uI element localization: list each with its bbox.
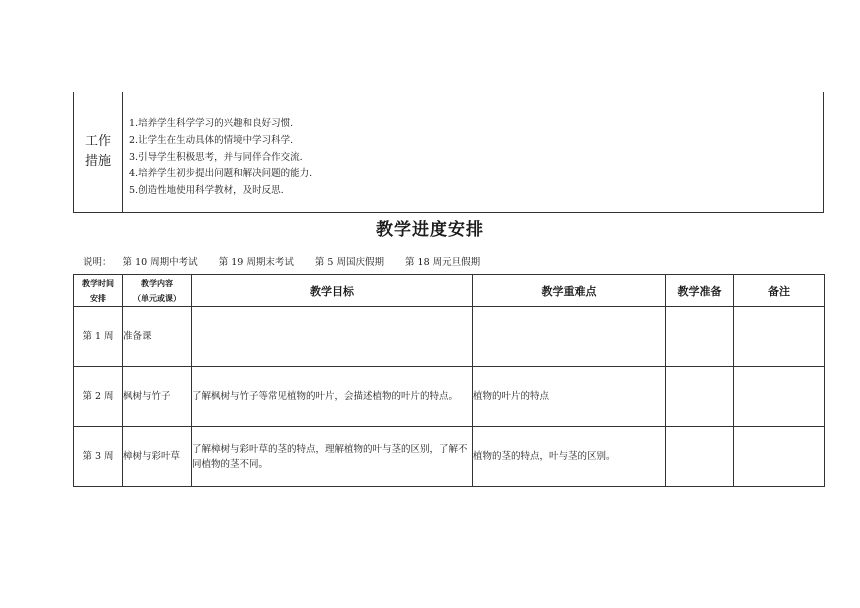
header-time-line1: 教学时间 (82, 278, 114, 288)
header-time (74, 275, 123, 307)
work-measure-item: 5.创造性地使用科学教材，及时反思. (129, 185, 284, 197)
header-goal: 教学目标 (192, 275, 473, 307)
header-key-points: 教学重难点 (473, 275, 666, 307)
table-row (74, 367, 825, 427)
cell-key-points (473, 307, 666, 367)
cell-goal (192, 307, 473, 367)
cell-week: 第 3 周 (74, 427, 123, 487)
work-measure-item: 3.引导学生积极思考，并与同伴合作交流. (129, 151, 303, 163)
work-measures-label-line2: 措施 (84, 154, 111, 169)
cell-preparation (666, 307, 734, 367)
work-measures-label-line1: 工作 (84, 134, 111, 149)
table-row (74, 307, 825, 367)
note-item: 第 10 周期中考试 (122, 257, 198, 268)
cell-remarks (734, 427, 825, 487)
header-remarks: 备注 (734, 275, 825, 307)
header-preparation: 教学准备 (666, 275, 734, 307)
cell-week: 第 2 周 (74, 367, 123, 427)
note-item: 第 5 周国庆假期 (314, 257, 384, 268)
note-item: 第 18 周元旦假期 (405, 257, 481, 268)
cell-content: 樟树与彩叶草 (123, 427, 192, 487)
notes-prefix: 说明： (83, 257, 112, 268)
cell-goal: 了解枫树与竹子等常见植物的叶片，会描述植物的叶片的特点。 (192, 367, 473, 427)
header-content-line2: （单元或课） (133, 293, 181, 303)
work-measure-item: 2.让学生在生动具体的情境中学习科学. (129, 134, 294, 146)
table-row (74, 427, 825, 487)
work-measure-item: 1.培养学生科学学习的兴趣和良好习惯. (129, 118, 294, 129)
work-measure-item: 4.培养学生初步提出问题和解决问题的能力. (129, 168, 313, 180)
work-measures-list (123, 92, 823, 212)
work-measures-table (73, 92, 824, 213)
cell-content: 准备课 (123, 307, 192, 367)
header-time-line2: 安排 (90, 293, 106, 303)
cell-goal: 了解樟树与彩叶草的茎的特点，理解植物的叶与茎的区别，了解不同植物的茎不同。 (192, 427, 473, 487)
schedule-table (73, 274, 825, 487)
schedule-notes (83, 254, 498, 268)
schedule-title: 教学进度安排 (376, 220, 484, 240)
schedule-header-row (74, 275, 825, 307)
cell-content: 枫树与竹子 (123, 367, 192, 427)
work-measures-label (74, 92, 123, 212)
cell-remarks (734, 307, 825, 367)
cell-key-points: 植物的茎的特点，叶与茎的区别。 (473, 427, 666, 487)
header-content (123, 275, 192, 307)
cell-key-points: 植物的叶片的特点 (473, 367, 666, 427)
cell-preparation (666, 367, 734, 427)
cell-remarks (734, 367, 825, 427)
cell-preparation (666, 427, 734, 487)
header-content-line1: 教学内容 (141, 278, 173, 288)
note-item: 第 19 周期末考试 (218, 257, 294, 268)
cell-week: 第 1 周 (74, 307, 123, 367)
